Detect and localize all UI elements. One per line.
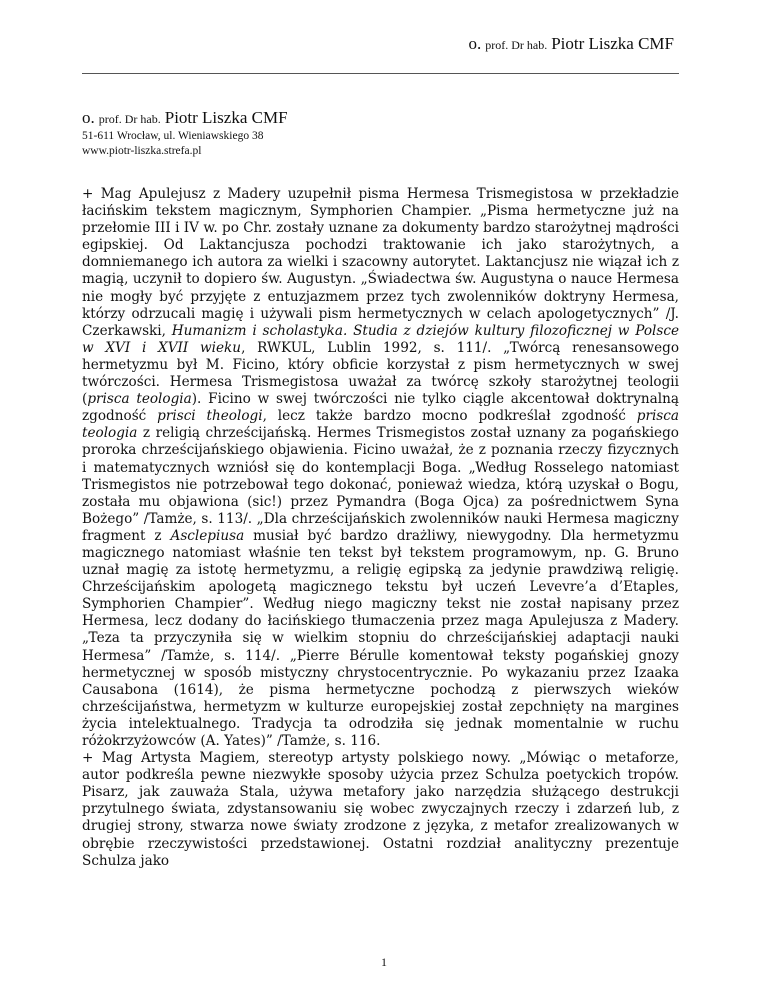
- text-run: , RWKUL, Lublin 1992, s. 111/. „Twórcą renesansowego hermetyzmu był M. Ficino, który obficie korzystał z pism hermetycznych w swej twórczości. Hermesa Trismegistosa uważał za twórcę szkoły starożytnej teologii (: [82, 339, 680, 408]
- italic-run: prisca teologia: [87, 391, 192, 408]
- text-run: musiał być bardzo drażliwy, niewygodny. Dla hermetyzmu magicznego natomiast właśnie ten tekst był tekstem programowym, np. G. Bruno uznał magię za istotę hermetyzmu, a religię egipską za jedynie prawdziwą religię. Chrześcijańskim apologetą magicznego tekstu był uczeń Levevre’a d’Etaples, Symphorien Champier”. Według niego magiczny tekst nie został napisany przez Hermesa, lecz dodany do łacińskiego tłumaczenia przez maga Apulejusza z Madery. „Teza ta przyczyniła się w wielkim stopniu do chrześcijańskiej adaptacji nauki Hermesa” /Tamże, s. 114/. „Pierre Bérulle komentował teksty pogańskiej gnozy hermetycznej w sposób mistyczny chrystocentrycznie. Po wykazaniu przez Izaaka Causabona (1614), że pisma hermetyczne pochodzą z pierwszych wieków chrześcijaństwa, hermetyzm w kulturze europejskiej został zepchnięty na margines życia intelektualnego. Tradycja ta odrodziła się jednak momentalnie w ruchu różokrzyżowców (A. Yates)” /Tamże, s. 116.: [82, 527, 679, 749]
- text-run: ). Ficino w swej twórczości nie tylko ciągle akcentował doktrynalną zgodność: [82, 391, 679, 425]
- text-run: + Mag Artysta Magiem, stereotyp artysty polskiego nowy. „Mówiąc o metaforze, autor podkreśla pewne niezwykłe sposoby użycia przez Schulza poetyckich tropów. Pisarz, jak zauważa Stala, używa metafory jako narzędzia służącego destrukcji przytulnego świata, zdystansowaniu się wobec zwyczajnych rzeczy i zdarzeń lub, z drugiej strony, stwarza nowe światy zrodzone z języka, z metafor zrealizowanych w obrębie rzeczywistości przedstawionej. Ostatni rozdział analityczny prezentuje Schulza jako: [82, 750, 679, 869]
- italic-run: prisci theologi: [157, 408, 263, 425]
- header-prefix: o.: [468, 34, 482, 53]
- text-run: z religią chrześcijańską. Hermes Trismegistos został uznany za pogańskiego proroka chrześcijańskiego objawienia. Ficino uważał, że z poznania rzeczy fizycznych i matematycznych wzniósł się do kontemplacji Boga. „Według Rosselego natomiast Trismegistos nie potrzebował tego dokonać, ponieważ wiedza, którą uzyskał o Bogu, została mu objawiona (sic!) przez Pymandra (Boga Ojca) za pośrednictwem Syna Bożego” /Tamże, s. 113/. „Dla chrześcijańskich zwolenników nauki Hermesa magiczny fragment z: [82, 425, 679, 544]
- paragraph: [82, 750, 679, 870]
- header-name: Piotr Liszka CMF: [551, 34, 674, 53]
- italic-run: prisca teologia: [82, 408, 679, 442]
- author-address: 51-611 Wrocław, ul. Wieniawskiego 38: [82, 130, 264, 142]
- header-title: prof. Dr hab.: [485, 38, 548, 52]
- page-number: 1: [381, 955, 387, 969]
- author-website[interactable]: www.piotr-liszka.strefa.pl: [82, 145, 202, 157]
- author-title: prof. Dr hab.: [98, 112, 161, 126]
- paragraph: [82, 186, 679, 750]
- header-rule: [82, 73, 679, 74]
- document-body: [82, 186, 679, 870]
- text-run: + Mag Apulejusz z Madery uzupełnił pisma Hermesa Trismegistosa w przekładzie łacińskim tekstem magicznym, Symphorien Champier. „Pisma hermetyczne już na przełomie III i IV w. po Chr. zostały uznane za dokumenty bardzo starożytnej mądrości egipskiej. Od Laktancjusza pochodzi traktowanie ich jako starożytnych, a domniemanego ich autora za wielki i szacowny autorytet. Laktancjusz nie wiązał ich z magią, uczynił to dopiero św. Augustyn. „Świadectwa św. Augustyna o nauce Hermesa nie mogły być przyjęte z entuzjazmem przez tych zwolenników doktryny Hermesa, którzy odrzucali magię i używali pism hermetycznych w celach apologetycznych” /J. Czerkawski,: [82, 186, 679, 339]
- italic-run: Asclepiusa: [170, 527, 245, 544]
- italic-run: Humanizm i scholastyka. Studia z dziejów kultury filozoficznej w Polsce w XVI i XVII wieku: [82, 322, 679, 356]
- author-prefix: o.: [82, 108, 95, 127]
- author-line: [82, 108, 288, 128]
- text-run: , lecz także bardzo mocno podkreślał zgodność: [262, 408, 637, 425]
- running-header: [0, 34, 674, 54]
- author-name: Piotr Liszka CMF: [164, 108, 288, 127]
